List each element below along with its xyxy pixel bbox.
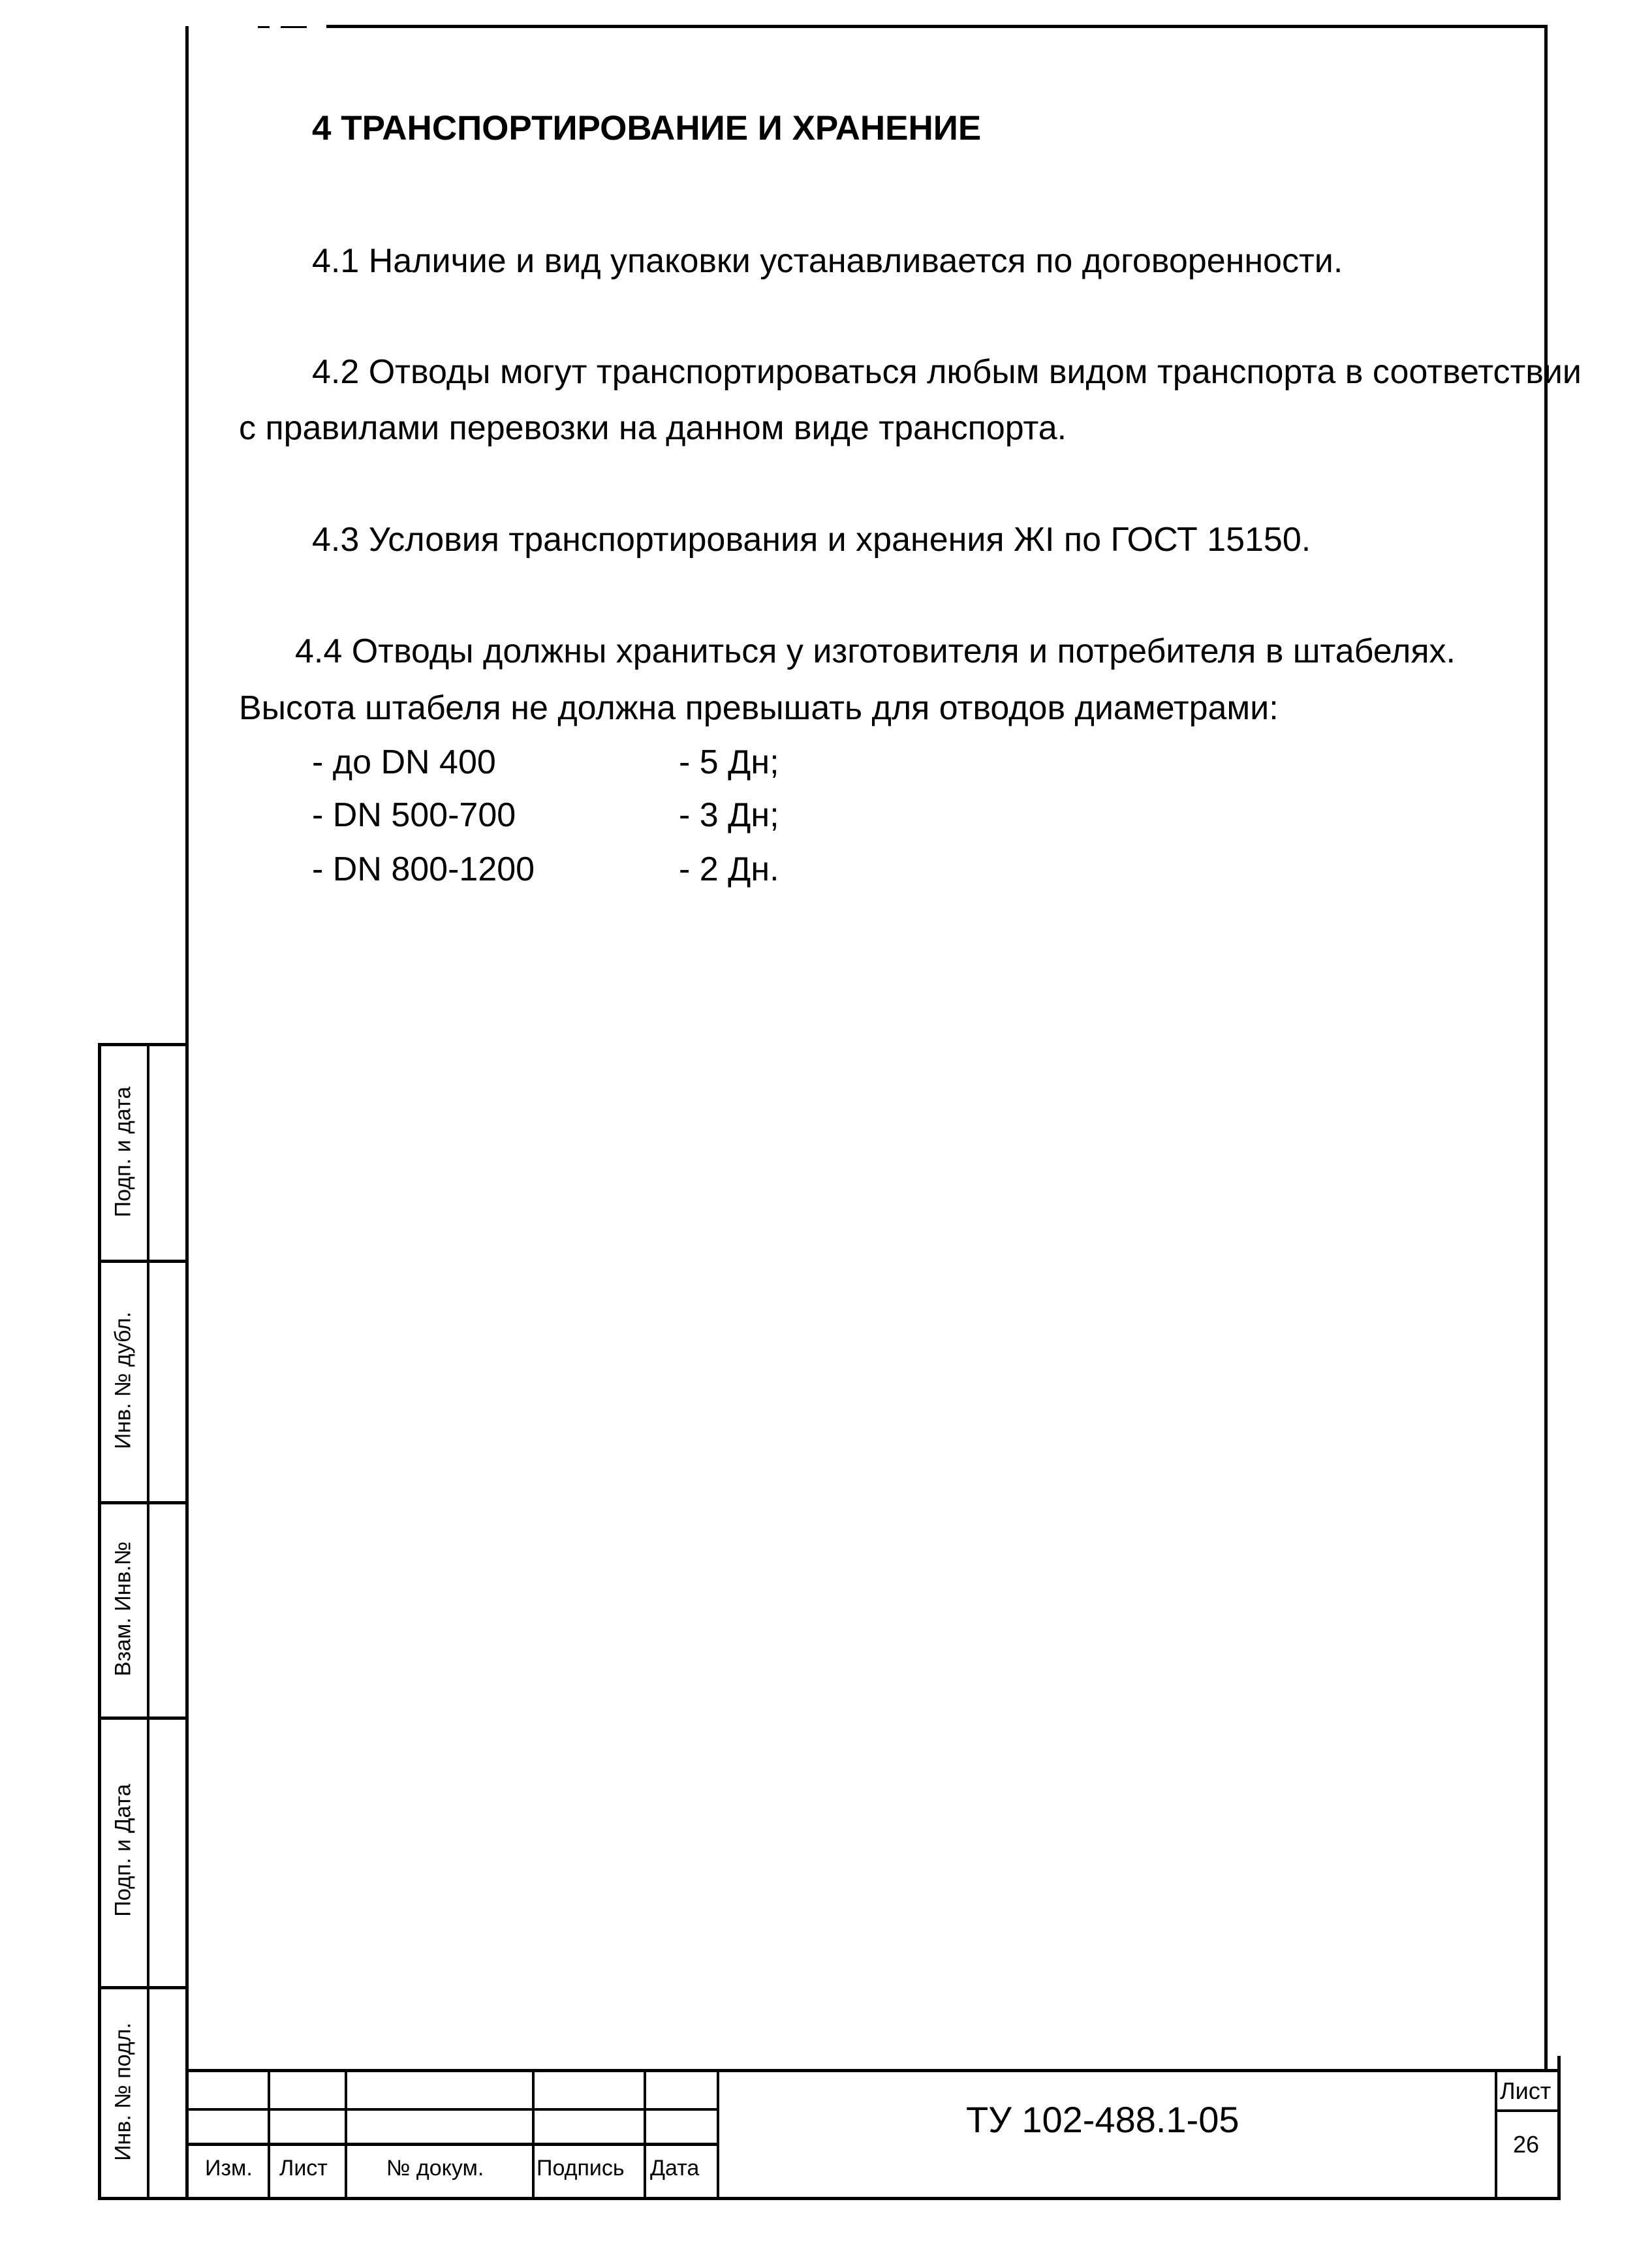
title-block-header-date: Дата: [650, 2156, 700, 2181]
paragraph-4-1: 4.1 Наличие и вид упаковки устанавливается по договоренности.: [312, 242, 1343, 280]
document-designation: ТУ 102-488.1-05: [966, 2099, 1239, 2140]
title-block-top: [189, 2069, 1559, 2072]
list-item-range: - DN 500-700: [312, 796, 516, 834]
side-stamp-row-line: [98, 1501, 189, 1504]
title-block-header-doc-no: № докум.: [386, 2156, 484, 2181]
title-block-header-signature: Подпись: [537, 2156, 625, 2181]
side-stamp-row-line: [98, 1986, 189, 1989]
scan-mark: [281, 26, 307, 28]
frame-left-border: [185, 26, 189, 2199]
side-stamp-row-line: [98, 1260, 189, 1263]
frame-right-border-lower: [1557, 2056, 1561, 2199]
paragraph-4-4-line2: Высота штабеля не должна превышать для отводов диаметрами:: [239, 689, 1279, 727]
list-item-height: - 3 Дн;: [679, 796, 779, 834]
paragraph-4-2-line2: с правилами перевозки на данном виде транспорта.: [239, 409, 1067, 447]
scan-mark: [258, 26, 270, 28]
sheet-cell-divider: [1495, 2109, 1561, 2112]
sheet-label: Лист: [1500, 2077, 1551, 2104]
paragraph-4-2-line1: 4.2 Отводы могут транспортироваться любым видом транспорта в соответствии: [312, 353, 1582, 391]
side-stamp-row-line: [98, 1717, 189, 1720]
side-stamp-top: [98, 1043, 189, 1046]
list-item-height: - 5 Дн;: [679, 743, 779, 781]
list-item-range: - до DN 400: [312, 743, 496, 781]
frame-bottom-border: [98, 2197, 1561, 2200]
sheet-cell-left: [1495, 2069, 1497, 2199]
title-block-col-line: [268, 2069, 270, 2199]
side-stamp-label-dup-inv: Инв. № дубл.: [110, 1311, 136, 1450]
side-stamp-outer-left: [98, 1043, 101, 2200]
side-stamp-label-replace-inv: Взам. Инв.№: [110, 1541, 136, 1677]
section-heading: 4 ТРАНСПОРТИРОВАНИЕ И ХРАНЕНИЕ: [312, 109, 982, 148]
title-block-col-line: [532, 2069, 535, 2199]
title-block-header-change: Изм.: [205, 2156, 253, 2181]
title-block-col-line: [717, 2069, 719, 2199]
list-item-range: - DN 800-1200: [312, 850, 535, 888]
paragraph-4-3: 4.3 Условия транспортирования и хранения ЖI по ГОСТ 15150.: [312, 521, 1311, 559]
paragraph-4-4-line1: 4.4 Отводы должны храниться у изготовителя и потребителя в штабелях.: [295, 632, 1456, 670]
list-item-height: - 2 Дн.: [679, 850, 779, 888]
title-block-col-line: [644, 2069, 646, 2199]
sheet-number: 26: [1513, 2131, 1540, 2158]
frame-top-border: [326, 25, 1547, 28]
side-stamp-divider: [147, 1043, 149, 2200]
side-stamp-label-signature-date: Подп. и дата: [110, 1086, 136, 1218]
side-stamp-label-signature-date-2: Подп. и Дата: [110, 1784, 136, 1917]
title-block-col-line: [345, 2069, 347, 2199]
side-stamp-label-orig-inv: Инв. № подл.: [110, 2023, 136, 2161]
title-block-header-sheet: Лист: [279, 2156, 328, 2181]
frame-right-border: [1544, 25, 1548, 2072]
